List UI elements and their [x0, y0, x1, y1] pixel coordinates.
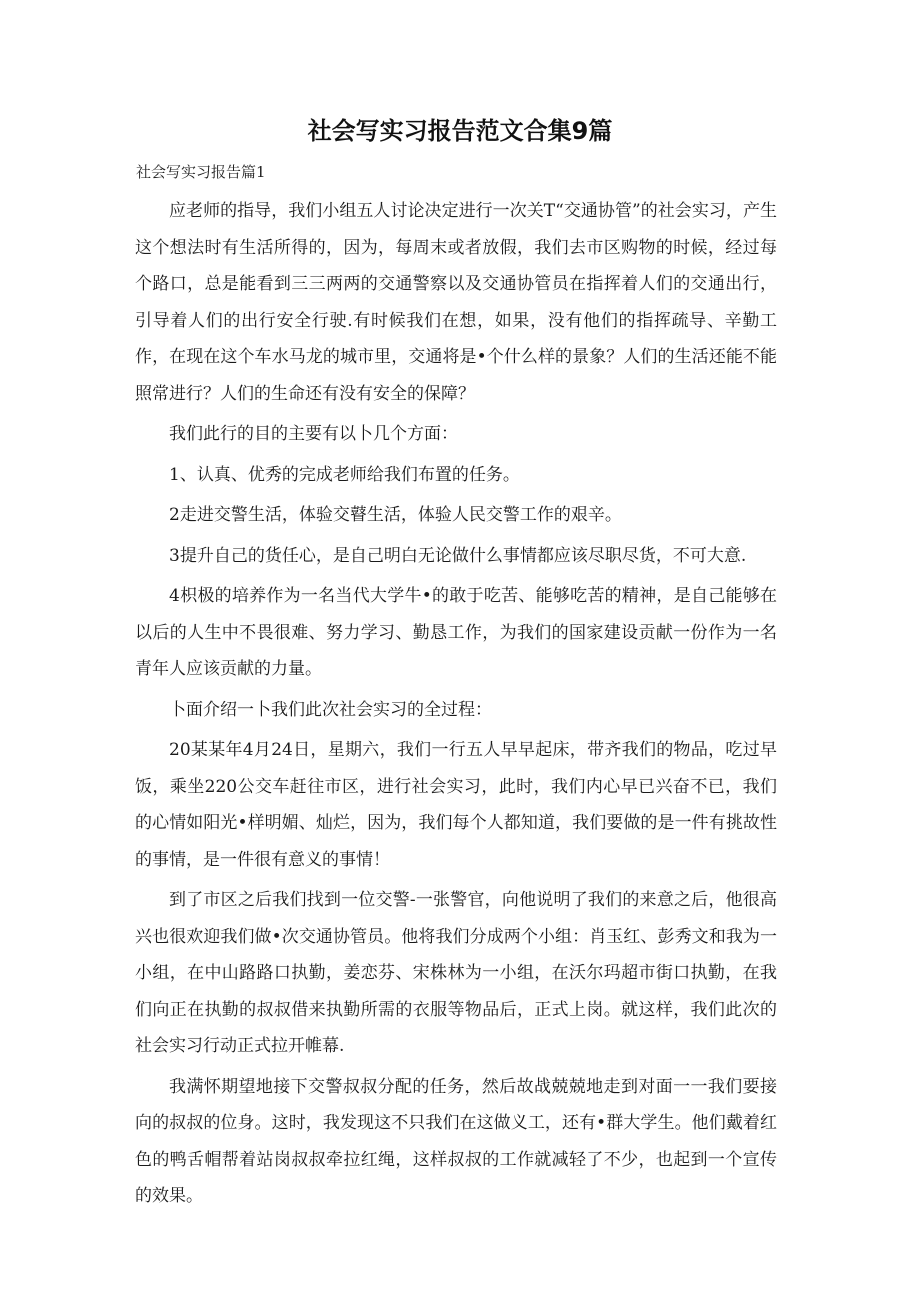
section-heading: 社会写实习报告篇1: [136, 163, 266, 181]
paragraph: 4枳极的培养作为一名当代大学牛•的敢于吃苦、能够吃苦的精神，是自己能够在以后的人生中不畏很难、努力学习、勤恳工作，为我们的国家建设贡献一份作为一名青年人应该贡献的力量。: [135, 586, 777, 679]
paragraph: 到了市区之后我们找到一位交警-一张警官，向他说明了我们的来意之后，他很高兴也很欢迎我们做•次交通协管员。他将我们分成两个小组：肖玉红、彭秀文和我为一小组，在中山路路口执勤，姜恋芬、宋株林为一小组，在沃尔玛超市街口执勤，在我们向正在执勤的叔叔借来执勤所需的衣服等物品后，正式上岗。就这样，我们此次的社会实习行动正式拉开帷幕.: [135, 890, 777, 1056]
paragraph: 应老师的指导，我们小组五人讨论决定进行一次关T“交通协管”的社会实习，产生这个想法时有生活所得的，因为，每周末或者放假，我们去市区购物的时候，经过每个路口，总是能看到三三两两的交通警察以及交通协管员在指挥着人们的交通出行，引导着人们的出行安全行驶.有时候我们在想，如果，没有他们的指挥疏导、辛勤工作，在现在这个车水马龙的城市里，交通将是•个什么样的景象？人们的生活还能不能照常进行？人们的生命还有没有安全的保障？: [135, 201, 777, 404]
paragraph: 1、认真、优秀的完成老师给我们布置的任务。: [169, 464, 520, 485]
paragraph: 2走进交警生活，体验交瞽生活，体验人民交警工作的艰辛。: [169, 505, 622, 525]
document-body: [135, 193, 777, 1215]
paragraph: 卜面介绍一卜我们此次社会实习的全过程：: [169, 699, 492, 720]
paragraph: 3提升自己的货任心，是自己明白无论做什么事情都应该尽职尽货，不可大意.: [169, 545, 747, 566]
paragraph: 20某某年4月24日，星期六，我们一行五人早早起床，带齐我们的物品，吃过早饭，乘坐220公交车赶往市区，进行社会实习，此时，我们内心早已兴奋不已，我们的心情如阳光•样明媚、灿烂，因为，我们每个人都知道，我们要做的是一件有挑故性的事情，是一件很有意义的事情！: [135, 740, 777, 870]
paragraph: 我满怀期望地接下交警叔叔分配的任务，然后故战兢兢地走到对面一一我们要接向的叔叔的位身。这时，我发现这不只我们在这做义工，还有•群大学生。他们戴着红色的鸭舌帽帮着站岗叔叔牵拉红绳，这样叔叔的工作就减轻了不少，也起到一个宣传的效果。: [135, 1076, 777, 1206]
paragraph: 我们此行的目的主要有以卜几个方面：: [169, 424, 458, 444]
document-title: 社会写实习报告范文合集9篇: [307, 117, 613, 145]
